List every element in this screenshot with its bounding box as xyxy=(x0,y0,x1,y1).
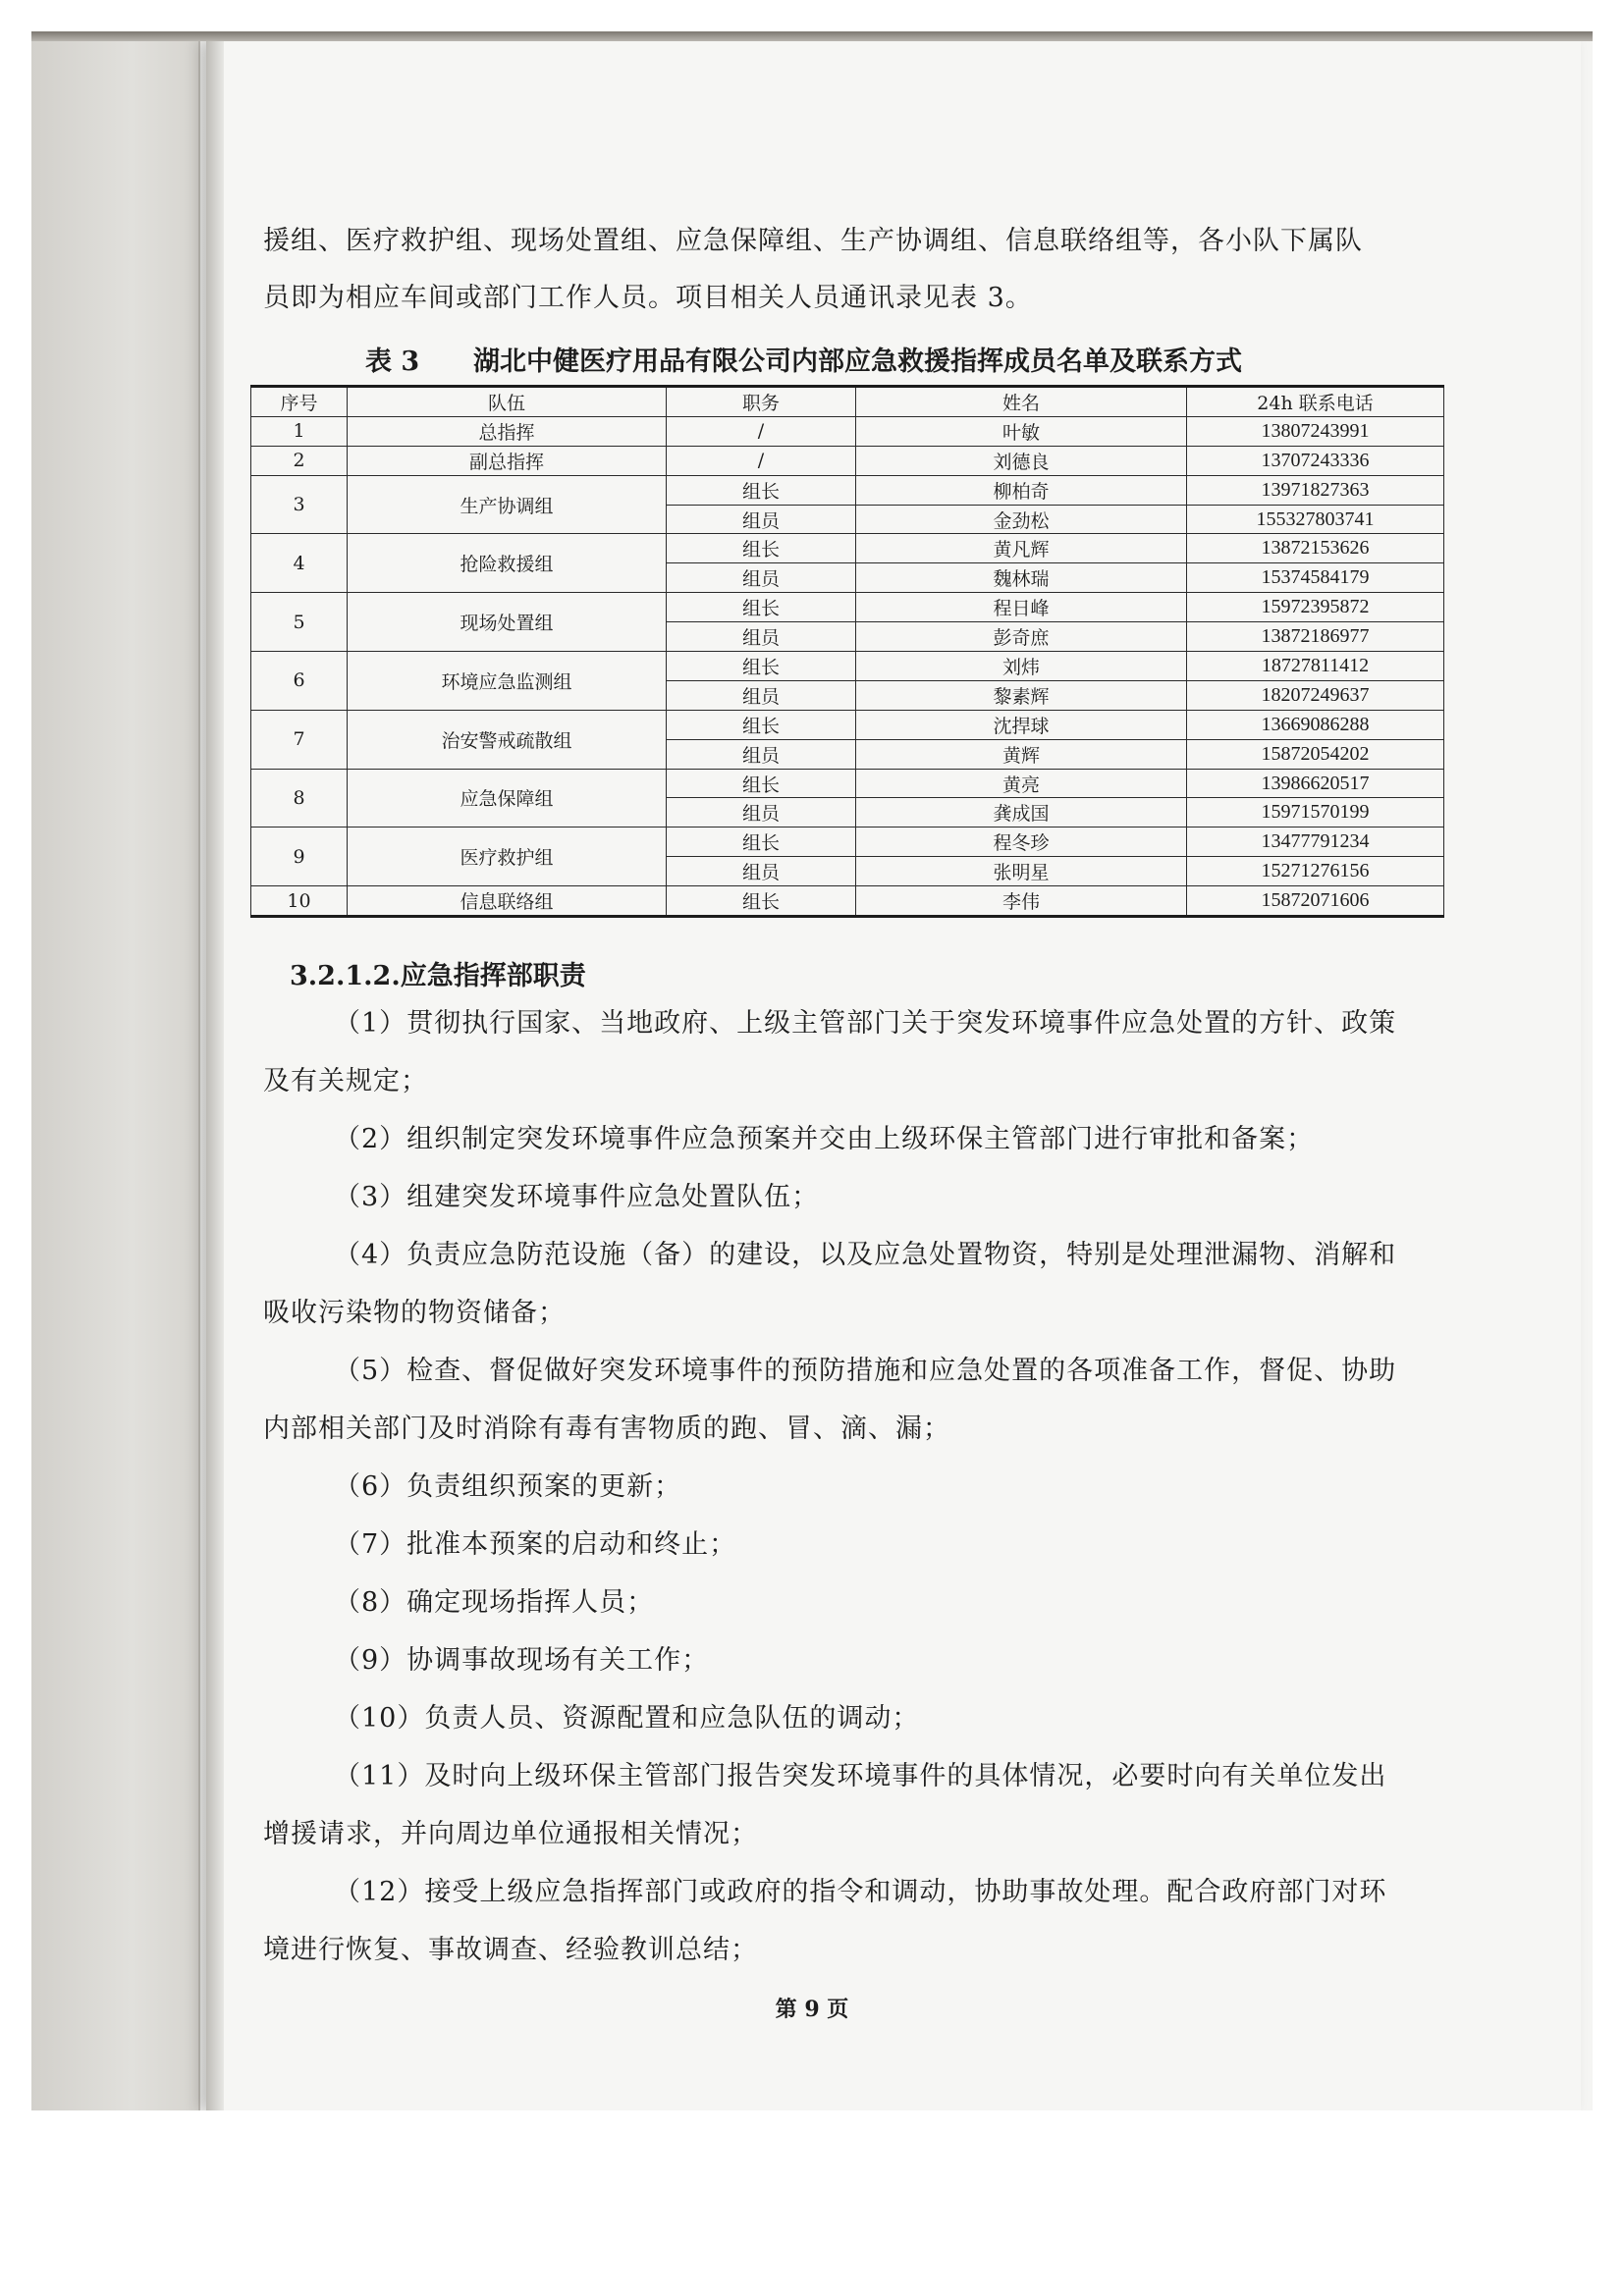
cell-team: 环境应急监测组 xyxy=(348,652,667,711)
header-role: 职务 xyxy=(667,387,856,417)
adjacent-page xyxy=(31,31,200,2110)
cell-no: 9 xyxy=(251,828,348,886)
table-row xyxy=(251,710,1444,739)
table-caption-title: 湖北中健医疗用品有限公司内部应急救援指挥成员名单及联系方式 xyxy=(473,347,1242,377)
intro-line: 援组、医疗救护组、现场处置组、应急保障组、生产协调组、信息联络组等，各小队下属队 xyxy=(263,226,1363,256)
cell-no: 7 xyxy=(251,710,348,769)
cell-role: / xyxy=(667,446,856,475)
header-no: 序号 xyxy=(251,387,348,417)
cell-phone: 15374584179 xyxy=(1187,563,1444,593)
duty-line: （3）组建突发环境事件应急处置队伍； xyxy=(334,1182,820,1212)
cell-phone: 15971570199 xyxy=(1187,798,1444,828)
table-caption xyxy=(365,340,1416,378)
header-phone: 24h 联系电话 xyxy=(1187,387,1444,417)
cell-name: 龚成国 xyxy=(856,798,1187,828)
cell-phone: 18727811412 xyxy=(1187,652,1444,681)
cell-role: 组员 xyxy=(667,680,856,710)
cell-name: 刘炜 xyxy=(856,652,1187,681)
cell-role: 组长 xyxy=(667,769,856,798)
cell-role: 组长 xyxy=(667,828,856,857)
cell-no: 4 xyxy=(251,534,348,593)
cell-name: 张明星 xyxy=(856,857,1187,886)
cell-team: 信息联络组 xyxy=(348,886,667,917)
contact-table xyxy=(250,385,1444,918)
cell-name: 程日峰 xyxy=(856,593,1187,622)
table-header-row xyxy=(251,387,1444,417)
cell-phone: 15972395872 xyxy=(1187,593,1444,622)
cell-phone: 13807243991 xyxy=(1187,416,1444,446)
table-row xyxy=(251,652,1444,681)
cell-no: 6 xyxy=(251,652,348,711)
cell-phone: 13872153626 xyxy=(1187,534,1444,563)
cell-team: 副总指挥 xyxy=(348,446,667,475)
table-row xyxy=(251,593,1444,622)
cell-name: 叶敏 xyxy=(856,416,1187,446)
cell-team: 生产协调组 xyxy=(348,475,667,534)
duty-line: 增援请求，并向周边单位通报相关情况； xyxy=(263,1819,758,1849)
table-row xyxy=(251,446,1444,475)
duty-line: （8）确定现场指挥人员； xyxy=(334,1587,655,1618)
cell-name: 黎素辉 xyxy=(856,680,1187,710)
cell-team: 医疗救护组 xyxy=(348,828,667,886)
table-body xyxy=(251,416,1444,916)
cell-role: 组员 xyxy=(667,798,856,828)
cell-phone: 13872186977 xyxy=(1187,622,1444,652)
section-heading: 3.2.1.2.应急指挥部职责 xyxy=(290,961,586,991)
duty-line: 境进行恢复、事故调查、经验教训总结； xyxy=(263,1935,758,1965)
header-name: 姓名 xyxy=(856,387,1187,417)
duty-line: （9）协调事故现场有关工作； xyxy=(334,1645,710,1676)
cell-role: 组员 xyxy=(667,563,856,593)
cell-team: 治安警戒疏散组 xyxy=(348,710,667,769)
cell-name: 柳柏奇 xyxy=(856,475,1187,505)
cell-role: 组员 xyxy=(667,857,856,886)
cell-phone: 15872071606 xyxy=(1187,886,1444,917)
cell-role: 组长 xyxy=(667,652,856,681)
cell-name: 黄凡辉 xyxy=(856,534,1187,563)
cell-name: 刘德良 xyxy=(856,446,1187,475)
scan-top-edge xyxy=(31,31,1593,41)
duty-line: （2）组织制定突发环境事件应急预案并交由上级环保主管部门进行审批和备案； xyxy=(334,1124,1315,1154)
cell-phone: 13971827363 xyxy=(1187,475,1444,505)
cell-role: 组员 xyxy=(667,622,856,652)
cell-role: 组长 xyxy=(667,710,856,739)
duty-line: 及有关规定； xyxy=(263,1066,428,1096)
cell-role: 组长 xyxy=(667,534,856,563)
cell-phone: 18207249637 xyxy=(1187,680,1444,710)
cell-no: 1 xyxy=(251,416,348,446)
duty-line: （4）负责应急防范设施（备）的建设，以及应急处置物资，特别是处理泄漏物、消解和 xyxy=(334,1240,1397,1270)
duty-line: （7）批准本预案的启动和终止； xyxy=(334,1529,737,1560)
cell-phone: 155327803741 xyxy=(1187,505,1444,534)
cell-name: 黄辉 xyxy=(856,739,1187,769)
cell-role: 组员 xyxy=(667,739,856,769)
duty-line: （6）负责组织预案的更新； xyxy=(334,1471,682,1502)
cell-name: 程冬珍 xyxy=(856,828,1187,857)
cell-no: 10 xyxy=(251,886,348,917)
cell-team: 总指挥 xyxy=(348,416,667,446)
table-row xyxy=(251,886,1444,917)
duty-line: （5）检查、督促做好突发环境事件的预防措施和应急处置的各项准备工作，督促、协助 xyxy=(334,1356,1397,1386)
cell-name: 金劲松 xyxy=(856,505,1187,534)
table-row xyxy=(251,534,1444,563)
duty-line: 内部相关部门及时消除有毒有害物质的跑、冒、滴、漏； xyxy=(263,1414,950,1444)
cell-phone: 13477791234 xyxy=(1187,828,1444,857)
duty-line: （1）贯彻执行国家、当地政府、上级主管部门关于突发环境事件应急处置的方针、政策 xyxy=(334,1008,1397,1039)
cell-name: 彭奇庶 xyxy=(856,622,1187,652)
duty-line: 吸收污染物的物资储备； xyxy=(263,1298,566,1328)
cell-phone: 13707243336 xyxy=(1187,446,1444,475)
cell-no: 8 xyxy=(251,769,348,828)
cell-phone: 13986620517 xyxy=(1187,769,1444,798)
table-row xyxy=(251,475,1444,505)
cell-role: 组员 xyxy=(667,505,856,534)
intro-line: 员即为相应车间或部门工作人员。项目相关人员通讯录见表 3。 xyxy=(263,283,1033,313)
table-caption-number: 表 3 xyxy=(365,347,420,377)
table-row xyxy=(251,828,1444,857)
page-number: 第 9 页 xyxy=(775,1997,849,2022)
page-binding-shadow xyxy=(206,41,224,2110)
duty-line: （10）负责人员、资源配置和应急队伍的调动； xyxy=(334,1703,920,1734)
cell-no: 2 xyxy=(251,446,348,475)
cell-role: 组长 xyxy=(667,593,856,622)
cell-role: 组长 xyxy=(667,886,856,917)
header-team: 队伍 xyxy=(348,387,667,417)
duty-line: （11）及时向上级环保主管部门报告突发环境事件的具体情况，必要时向有关单位发出 xyxy=(334,1761,1387,1791)
table-row xyxy=(251,769,1444,798)
cell-team: 应急保障组 xyxy=(348,769,667,828)
cell-team: 抢险救援组 xyxy=(348,534,667,593)
duty-line: （12）接受上级应急指挥部门或政府的指令和调动，协助事故处理。配合政府部门对环 xyxy=(334,1877,1387,1907)
cell-name: 沈捍球 xyxy=(856,710,1187,739)
cell-team: 现场处置组 xyxy=(348,593,667,652)
cell-no: 3 xyxy=(251,475,348,534)
cell-phone: 15271276156 xyxy=(1187,857,1444,886)
cell-name: 李伟 xyxy=(856,886,1187,917)
cell-name: 魏林瑞 xyxy=(856,563,1187,593)
cell-name: 黄亮 xyxy=(856,769,1187,798)
cell-phone: 13669086288 xyxy=(1187,710,1444,739)
cell-no: 5 xyxy=(251,593,348,652)
cell-role: 组长 xyxy=(667,475,856,505)
cell-role: / xyxy=(667,416,856,446)
table-row xyxy=(251,416,1444,446)
cell-phone: 15872054202 xyxy=(1187,739,1444,769)
